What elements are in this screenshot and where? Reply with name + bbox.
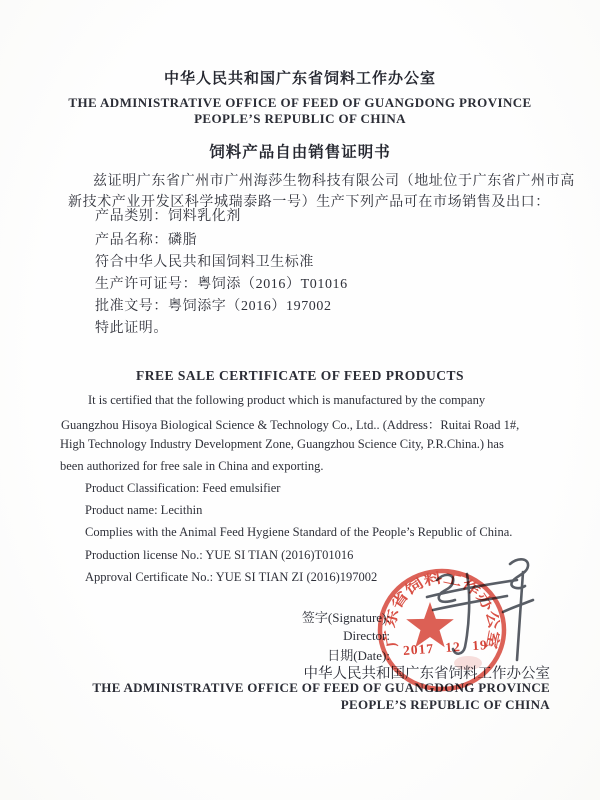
- en-intro-line-3: High Technology Industry Development Zone, Guangzhou Science City, P.R.China.) has: [60, 437, 504, 451]
- date-stamp: 2017 12 19: [402, 637, 489, 658]
- cn-intro-line-1: 兹证明广东省广州市广州海莎生物科技有限公司（地址位于广东省广州市高: [93, 174, 575, 189]
- signature-label: 签字(Signature):: [301, 610, 390, 625]
- director-signature-ink: [415, 552, 555, 672]
- cn-closing: 特此证明。: [95, 321, 168, 336]
- certificate-title-en: FREE SALE CERTIFICATE OF FEED PRODUCTS: [136, 368, 464, 383]
- footer-office-en-line1: THE ADMINISTRATIVE OFFICE OF FEED OF GUANGDONG PROVINCE: [92, 680, 550, 695]
- en-intro-line-4: been authorized for free sale in China and exporting.: [60, 459, 324, 473]
- en-approval-certificate: Approval Certificate No.: YUE SI TIAN ZI (2016)197002: [85, 570, 378, 584]
- footer-office-cn: 中华人民共和国广东省饲料工作办公室: [303, 666, 550, 682]
- en-hygiene-standard: Complies with the Animal Feed Hygiene Standard of the People’s Republic of China.: [85, 525, 513, 539]
- director-label: Director:: [343, 628, 390, 643]
- en-production-license: Production license No.: YUE SI TIAN (2016)T01016: [85, 548, 354, 562]
- seal-ring-text: 广东省饲料工作办公室: [383, 571, 501, 649]
- en-product-classification: Product Classification: Feed emulsifier: [85, 481, 281, 495]
- certificate-title-cn: 饲料产品自由销售证明书: [209, 144, 391, 161]
- date-label: 日期(Date):: [327, 648, 390, 663]
- header-office-title-cn: 中华人民共和国广东省饲料工作办公室: [163, 71, 436, 87]
- cn-approval-certificate: 批准文号：粤饲添字（2016）197002: [95, 299, 332, 314]
- en-intro-line-2: Guangzhou Hisoya Biological Science & Technology Co., Ltd.. (Address：Ruitai Road 1#,: [61, 418, 520, 432]
- cn-hygiene-standard: 符合中华人民共和国饲料卫生标准: [95, 255, 314, 270]
- cn-product-classification: 产品类别：饲料乳化剂: [95, 209, 241, 224]
- header-office-title-en-line1: THE ADMINISTRATIVE OFFICE OF FEED OF GUANGDONG PROVINCE: [68, 95, 532, 110]
- header-office-title-en-line2: PEOPLE’S REPUBLIC OF CHINA: [194, 111, 406, 126]
- cn-intro-line-2: 新技术产业开发区科学城瑞泰路一号）生产下列产品可在市场销售及出口：: [68, 195, 550, 210]
- cn-product-name: 产品名称：磷脂: [95, 233, 198, 248]
- cn-production-license: 生产许可证号：粤饲添（2016）T01016: [95, 277, 348, 292]
- footer-office-en-line2: PEOPLE’S REPUBLIC OF CHINA: [340, 697, 550, 712]
- en-product-name: Product name: Lecithin: [85, 503, 203, 517]
- en-intro-line-1: It is certified that the following product which is manufactured by the company: [88, 393, 486, 407]
